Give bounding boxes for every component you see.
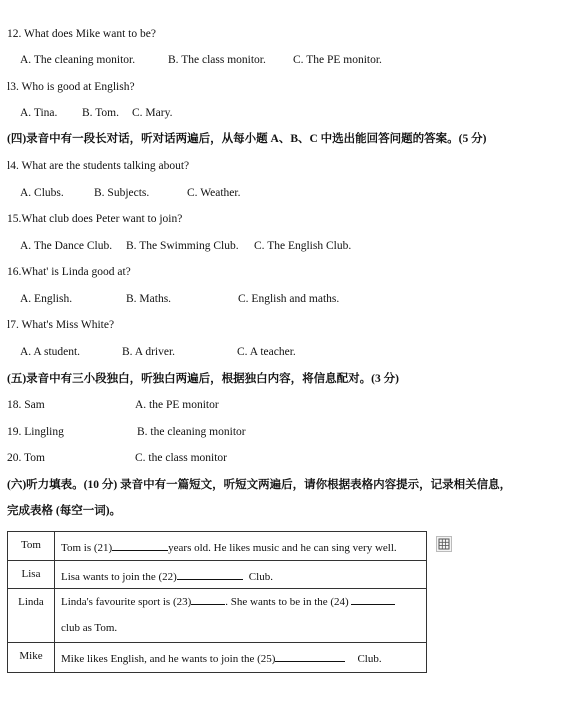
- section-5-heading: (五)录音中有三小段独白，听独白两遍后，根据独白内容，将信息配对。(3 分): [7, 373, 399, 385]
- question-17: l7. What's Miss White?: [7, 319, 115, 331]
- row-text-before: Tom is (21): [61, 542, 113, 554]
- match-left-19: 19. Lingling: [7, 426, 64, 438]
- row-name: Lisa: [8, 561, 55, 589]
- row-name: Mike: [8, 643, 55, 673]
- match-right-b: B. the cleaning monitor: [137, 426, 246, 438]
- answer-blank-22[interactable]: [177, 568, 243, 580]
- table-select-icon[interactable]: [436, 536, 452, 552]
- section-6-heading-line1: (六)听力填表。(10 分) 录音中有一篇短文，听短文两遍后，请你根据表格内容提示，记录相关信息，: [7, 479, 512, 491]
- option-13b: B. Tom.: [82, 107, 120, 119]
- match-left-20: 20. Tom: [7, 452, 45, 464]
- answer-blank-23[interactable]: [191, 593, 225, 605]
- option-14c: C. Weather.: [187, 187, 241, 199]
- table-row: [8, 532, 427, 561]
- option-12b: B. The class monitor.: [168, 54, 266, 66]
- option-13c: C. Mary.: [132, 107, 173, 119]
- question-15: 15.What club does Peter want to join?: [7, 213, 183, 225]
- row-text-middle: . She wants to be in the (24): [225, 596, 349, 608]
- table-row: [8, 589, 427, 643]
- row-text-after: Club.: [357, 653, 382, 665]
- section-6-heading-line2: 完成表格 (每空一词)。: [7, 505, 122, 517]
- option-13a: A. Tina.: [20, 107, 58, 119]
- option-17c: C. A teacher.: [237, 346, 296, 358]
- option-17b: B. A driver.: [122, 346, 176, 358]
- row-text-before: Mike likes English, and he wants to join the (25): [61, 653, 276, 665]
- row-text-before: Linda's favourite sport is (23): [61, 596, 192, 608]
- row-name: Linda: [8, 589, 55, 643]
- row-name: Tom: [8, 532, 55, 561]
- table-row: [8, 561, 427, 589]
- section-4-heading: (四)录音中有一段长对话，听对话两遍后，从每小题 A、B、C 中选出能回答问题的答案。(5 分): [7, 133, 487, 145]
- question-12: 12. What does Mike want to be?: [7, 28, 156, 40]
- option-17a: A. A student.: [20, 346, 81, 358]
- option-15a: A. The Dance Club.: [20, 240, 113, 252]
- option-14b: B. Subjects.: [94, 187, 150, 199]
- option-12a: A. The cleaning monitor.: [20, 54, 136, 66]
- question-13: l3. Who is good at English?: [7, 81, 135, 93]
- match-left-18: 18. Sam: [7, 399, 45, 411]
- row-text: [55, 589, 427, 643]
- question-14: l4. What are the students talking about?: [7, 160, 190, 172]
- match-right-c: C. the class monitor: [135, 452, 227, 464]
- question-16: 16.What' is Linda good at?: [7, 266, 131, 278]
- row-text-after: years old. He likes music and he can sing very well.: [168, 542, 397, 554]
- option-12c: C. The PE monitor.: [293, 54, 382, 66]
- row-text: [55, 561, 427, 589]
- option-15b: B. The Swimming Club.: [126, 240, 239, 252]
- row-text: [55, 643, 427, 673]
- answer-blank-25[interactable]: [275, 650, 345, 662]
- option-16a: A. English.: [20, 293, 73, 305]
- option-16b: B. Maths.: [126, 293, 172, 305]
- match-right-a: A. the PE monitor: [135, 399, 219, 411]
- row-text-after: club as Tom.: [61, 622, 118, 634]
- answer-blank-21[interactable]: [112, 539, 168, 551]
- row-text-after: Club.: [248, 571, 273, 583]
- fill-in-table: [7, 531, 427, 673]
- row-text-before: Lisa wants to join the (22): [61, 571, 177, 583]
- table-row: [8, 643, 427, 673]
- row-text: [55, 532, 427, 561]
- option-14a: A. Clubs.: [20, 187, 64, 199]
- option-15c: C. The English Club.: [254, 240, 352, 252]
- option-16c: C. English and maths.: [238, 293, 340, 305]
- answer-blank-24[interactable]: [351, 593, 395, 605]
